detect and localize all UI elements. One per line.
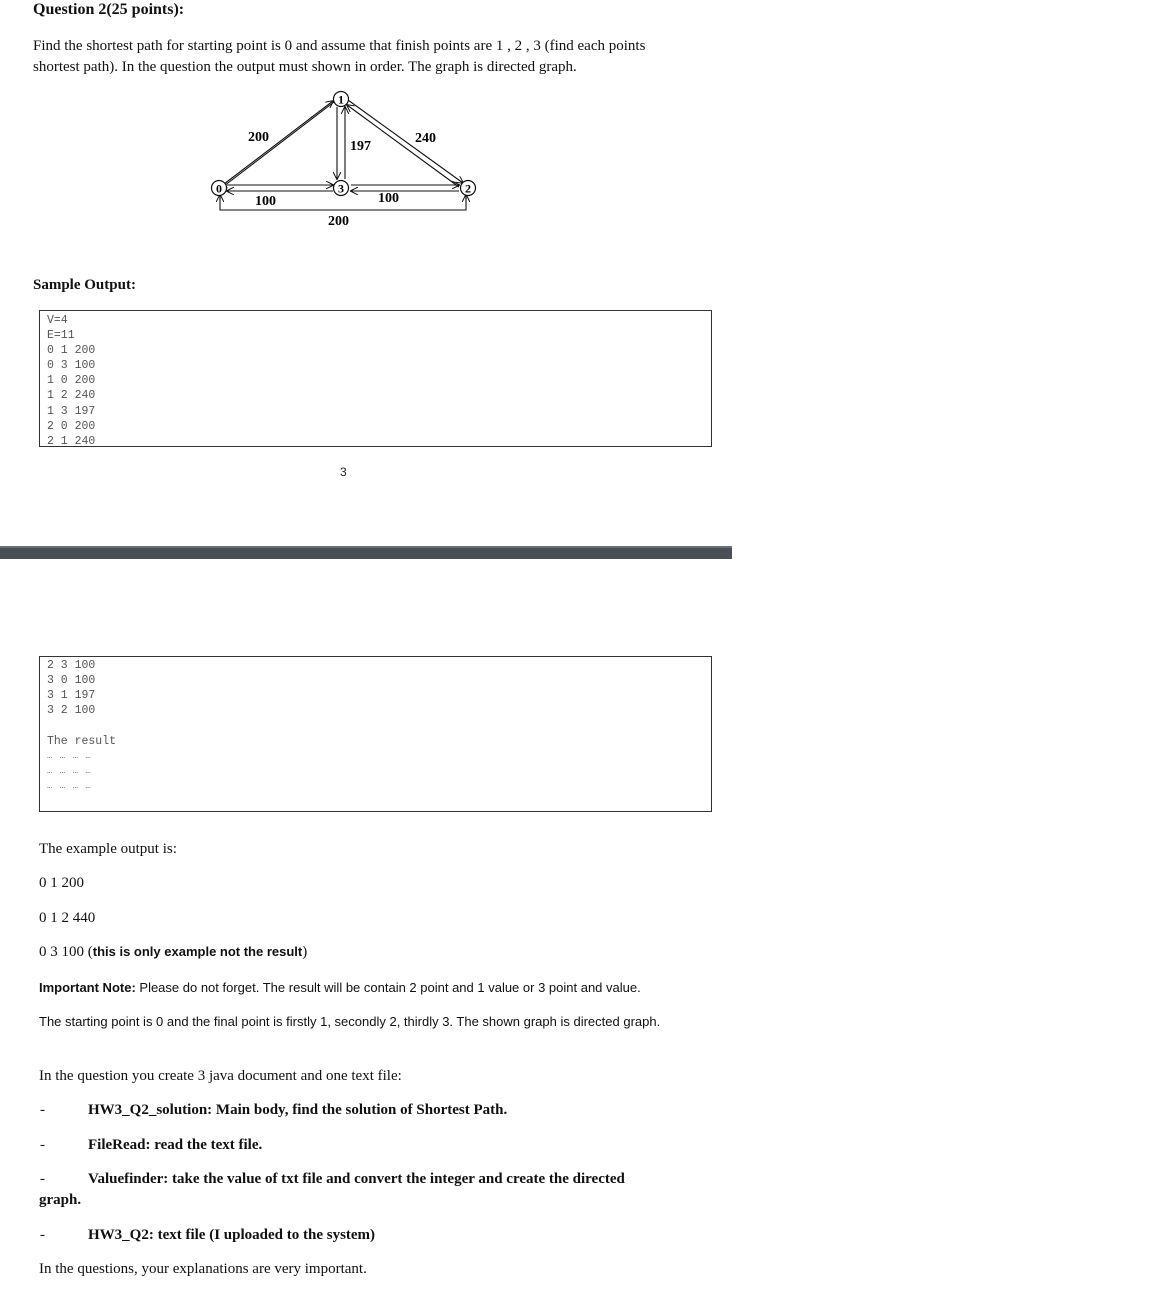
code-line: 1 3 197 [47, 404, 96, 418]
sample-output-label: Sample Output: [33, 277, 136, 293]
svg-text:2: 2 [465, 181, 471, 196]
code-line: 3 2 100 [47, 704, 96, 718]
important-note: Important Note: Please do not forget. The result will be contain 2 point and 1 value or 3 point and value. [39, 980, 641, 995]
edge-label-1-2: 240 [415, 131, 436, 146]
sample-output-box-1 [39, 310, 712, 447]
directed-graph [200, 88, 490, 238]
bullet-dash: - [40, 1227, 45, 1243]
code-line: 2 3 100 [47, 659, 96, 672]
bullet-fileread: FileRead: read the text file. [88, 1137, 263, 1153]
sample-output-box-2 [39, 656, 712, 812]
starting-point-text: The starting point is 0 and the final point is firstly 1, secondly 2, thirdly 3. The shown graph is directed graph. [39, 1014, 661, 1029]
graph-node-1 [334, 92, 349, 107]
code-line: 3 0 100 [47, 674, 96, 688]
placeholder-dots: … … … … [47, 781, 92, 792]
svg-text:3: 3 [338, 181, 344, 196]
bullet-solution: HW3_Q2_solution: Main body, find the solution of Shortest Path. [88, 1102, 508, 1118]
code-line: 0 3 100 [47, 359, 96, 373]
example-line-1: 0 1 200 [39, 875, 84, 891]
page-divider [0, 546, 732, 559]
graph-node-0 [212, 181, 227, 196]
edge-0-3 [227, 185, 333, 191]
bullet-textfile: HW3_Q2: text file (I uploaded to the system) [88, 1227, 376, 1243]
graph-node-3 [334, 181, 349, 196]
code-line: 1 2 240 [47, 389, 96, 403]
edge-3-2 [351, 185, 459, 191]
page-number: 3 [340, 465, 347, 479]
example-note-bold: this is only example not the result [92, 944, 303, 959]
files-intro: In the question you create 3 java document and one text file: [39, 1068, 402, 1084]
example-line-3: 0 3 100 (this is only example not the result) [39, 944, 308, 960]
bullet-valuefinder-continuation: graph. [39, 1192, 82, 1208]
code-line: 2 0 200 [47, 419, 96, 433]
example-intro: The example output is: [39, 841, 177, 857]
bullet-dash: - [40, 1171, 45, 1187]
example-line-2: 0 1 2 440 [39, 910, 96, 926]
bullet-dash: - [40, 1102, 45, 1118]
placeholder-dots: … … … … [47, 751, 92, 762]
code-line: 0 1 200 [47, 344, 96, 358]
edge-0-1 [220, 101, 334, 189]
edge-1-3 [337, 107, 345, 179]
code-line: 2 1 240 [47, 434, 96, 448]
bullet-valuefinder: Valuefinder: take the value of txt file and convert the integer and create the directed [88, 1171, 625, 1187]
graph-node-2 [461, 181, 476, 196]
result-label: The result [47, 735, 117, 748]
edge-label-0-3: 100 [255, 194, 276, 209]
important-note-label: Important Note: [39, 980, 136, 995]
bullet-dash: - [40, 1137, 45, 1153]
svg-text:1: 1 [338, 92, 344, 107]
placeholder-dots: … … … … [47, 766, 92, 777]
code-line: V=4 [47, 314, 68, 327]
code-line: 3 1 197 [47, 689, 96, 703]
edge-label-0-2: 200 [328, 214, 349, 229]
question-text: Find the shortest path for starting point is 0 and assume that finish points are 1 , 2 , 3 (find each points shortest path). In the question the output must shown in order. The graph is directed graph. [33, 38, 646, 75]
edge-label-1-3: 197 [350, 139, 371, 154]
code-line: E=11 [47, 329, 75, 343]
question-title: Question 2(25 points): [33, 1, 185, 18]
closing-text: In the questions, your explanations are very important. [39, 1261, 367, 1277]
edge-label-0-1: 200 [248, 130, 269, 145]
svg-text:0: 0 [216, 181, 222, 196]
code-line: 1 0 200 [47, 374, 96, 388]
edge-label-3-2: 100 [378, 191, 399, 206]
